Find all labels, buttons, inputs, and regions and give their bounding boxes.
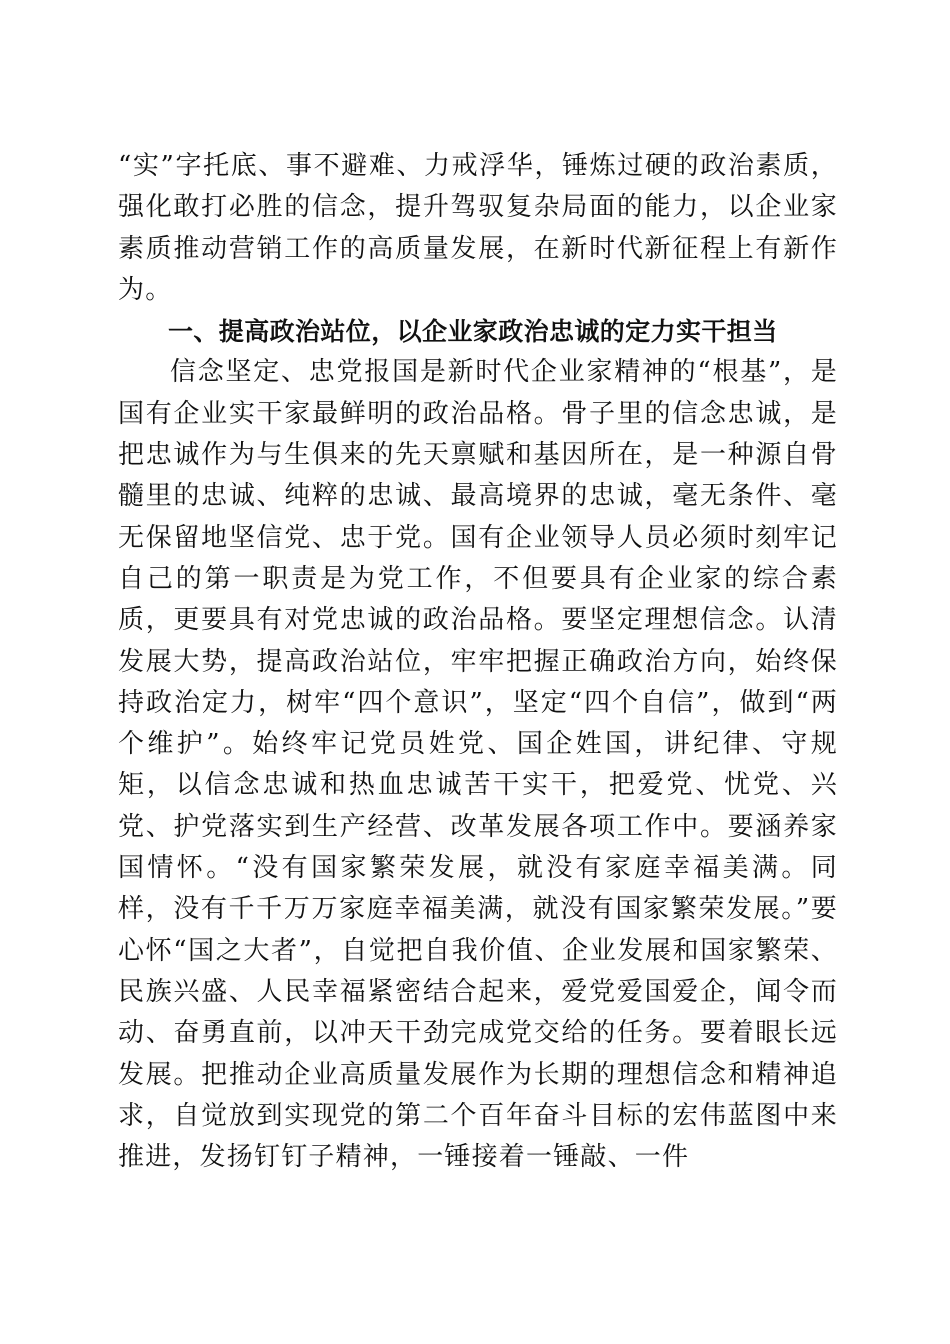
section-heading: 一、提高政治站位，以企业家政治忠诚的定力实干担当: [168, 317, 778, 347]
continuation-paragraph: “实”字托底、事不避难、力戒浮华，锤炼过硬的政治素质，强化敢打必胜的信念，提升驾驭复杂局面的能力，以企业家素质推动营销工作的高质量发展，在新时代新征程上有新作为。: [118, 151, 838, 305]
document-body: [118, 146, 838, 1178]
body-paragraph: 信念坚定、忠党报国是新时代企业家精神的“根基”，是国有企业实干家最鲜明的政治品格。骨子里的信念忠诚，是把忠诚作为与生俱来的先天禀赋和基因所在，是一种源自骨髓里的忠诚、纯粹的忠诚、最高境界的忠诚，毫无条件、毫无保留地坚信党、忠于党。国有企业领导人员必须时刻牢记自己的第一职责是为党工作，不但要具有企业家的综合素质，更要具有对党忠诚的政治品格。要坚定理想信念。认清发展大势，提高政治站位，牢牢把握正确政治方向，始终保持政治定力，树牢“四个意识”，坚定“四个自信”，做到“两个维护”。始终牢记党员姓党、国企姓国，讲纪律、守规矩，以信念忠诚和热血忠诚苦干实干，把爱党、忧党、兴党、护党落实到生产经营、改革发展各项工作中。要涵养家国情怀。“没有国家繁荣发展，就没有家庭幸福美满。同样，没有千千万万家庭幸福美满，就没有国家繁荣发展。”要心怀“国之大者”，自觉把自我价值、企业发展和国家繁荣、民族兴盛、人民幸福紧密结合起来，爱党爱国爱企，闻令而动、奋勇直前，以冲天干劲完成党交给的任务。要着眼长远发展。把推动企业高质量发展作为长期的理想信念和精神追求，自觉放到实现党的第二个百年奋斗目标的宏伟蓝图中来推进，发扬钉钉子精神，一锤接着一锤敲、一件: [118, 357, 838, 1173]
